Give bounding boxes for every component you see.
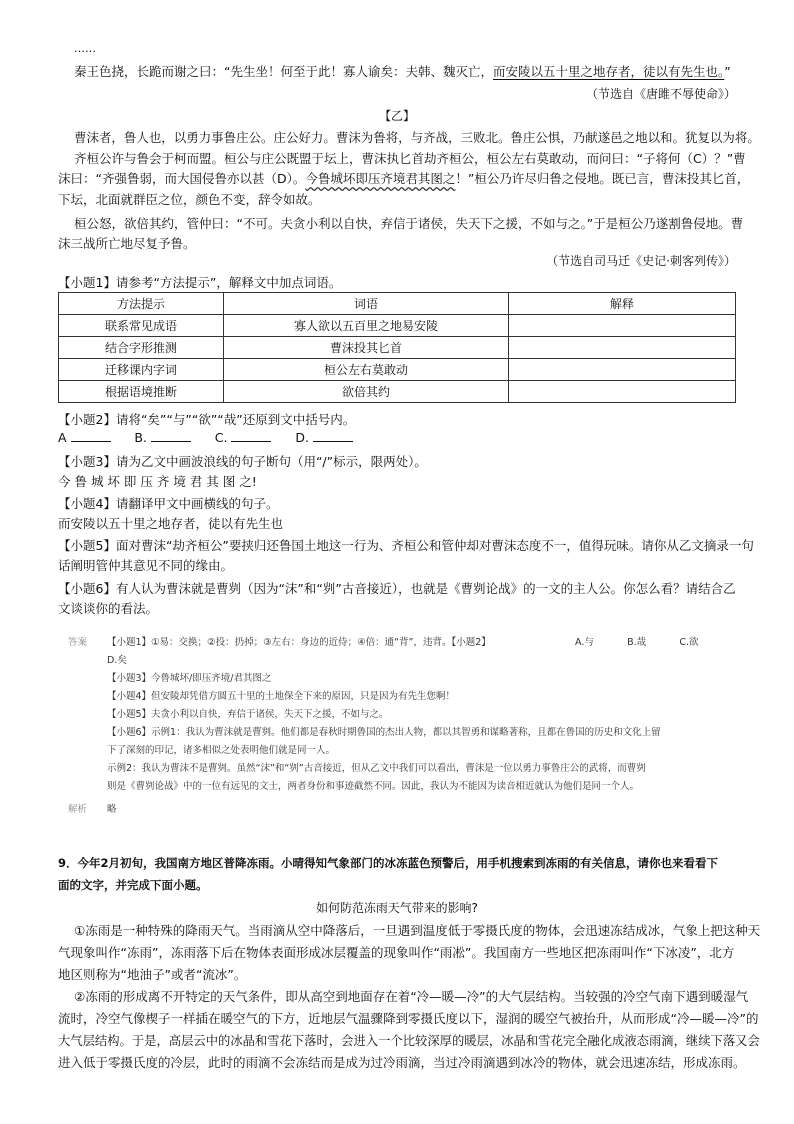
question-9-line-1: 9．今年2月初旬，我国南方地区普降冻雨。小晴得知气象部门的冰冻蓝色预警后，用手机搜索到冻雨的有关信息，请你也来看看下 xyxy=(58,856,718,870)
yi-paragraph-3-line-1: 桓公怒，欲倍其约，管仲曰：“不可。夫贪小利以自快，弃信于诸侯，失天下之援，不如与之。”于是桓公乃遂割鲁侵地。曹 xyxy=(74,216,744,231)
table-row xyxy=(59,315,736,337)
article-p2-line-1: ②冻雨的形成离不开特定的天气条件，即从高空到地面存在着“冷—暖—冷”的大气层结构。当较强的冷空气南下遇到暖湿气 xyxy=(74,989,749,1004)
table-header: 词语 xyxy=(224,293,509,315)
yi-heading: 【乙】 xyxy=(379,109,415,123)
answer-1: 【小题1】①易：交换；②投：扔掉；③左右：身边的近侍；④倍：通“背”，违背。【小题2】 xyxy=(107,637,491,648)
answer-4: 【小题4】但安陵却凭借方圆五十里的土地保全下来的原因，只是因为有先生您啊！ xyxy=(107,691,456,702)
table-row xyxy=(59,337,736,359)
answer-6-line-2: 下了深刻的印记，诸多相似之处表明他们就是同一人。 xyxy=(107,745,336,756)
article-p1-line-2: 气现象叫作“冻雨”，冻雨落下后在物体表面形成冰层覆盖的现象叫作“雨凇”。我国南方一些地区把冻雨叫作“下冰凌”，北方 xyxy=(58,945,735,960)
answer-label: 答案 xyxy=(68,637,88,648)
table-row xyxy=(59,359,736,381)
yi-paragraph-1: 曹沫者，鲁人也，以勇力事鲁庄公。庄公好力。曹沫为鲁将，与齐战，三败北。鲁庄公惧，乃献遂邑之地以和。犹复以为将。 xyxy=(74,130,760,145)
yi-paragraph-2-line-1: 齐桓公许与鲁会于柯而盟。桓公与庄公既盟于坛上，曹沫执匕首劫齐桓公，桓公左右莫敢动，而问曰：“子将何（C）？”曹 xyxy=(74,151,746,166)
jia-underlined-sentence: 而安陵以五十里之地存者，徒以有先生也。 xyxy=(492,64,725,79)
answer-6-line-1: 【小题6】示例1：我认为曹沫就是曹刿。他们都是春秋时期鲁国的杰出人物，都以其智勇和谋略著称，且都在鲁国的历史和文化上留 xyxy=(107,727,661,738)
answer-6-line-4: 则是《曹刿论战》中的一位有远见的文士，两者身份和事迹截然不同。因此，我认为不能因为读音相近就认为他们是同一个人。 xyxy=(107,781,640,792)
blank-b[interactable] xyxy=(151,430,191,442)
answer-cell[interactable] xyxy=(509,337,736,359)
article-p1-line-1: ①冻雨是一种特殊的降雨天气。当雨滴从空中降落后，一旦遇到温度低于零摄氏度的物体，会迅速冻结成冰，气象上把这种天 xyxy=(74,923,761,938)
answer-cell[interactable] xyxy=(509,315,736,337)
question-5-line-1: 【小题5】面对曹沫“劫齐桓公”要挟归还鲁国土地这一行为、齐桓公和管仲却对曹沫态度不一，值得玩味。请你从乙文摘录一句 xyxy=(58,538,754,553)
question-9-line-2: 面的文字，并完成下面小题。 xyxy=(58,878,208,892)
question-2-blanks: A B. C. D. xyxy=(58,430,353,445)
question-1: 【小题1】请参考“方法提示”，解释文中加点词语。 xyxy=(58,275,342,290)
question-6-line-2: 文谈谈你的看法。 xyxy=(58,601,159,616)
table-cell: 曹沫投其匕首 xyxy=(224,337,509,359)
vocab-table xyxy=(58,292,736,403)
answer-cell[interactable] xyxy=(509,381,736,403)
yi-paragraph-2-line-2: 沫曰：“齐强鲁弱，而大国侵鲁亦以甚（D）。今鲁城坏即压齐境君其图之！”桓公乃许尽归鲁之侵地。既已言，曹沫投其匕首， xyxy=(58,171,750,186)
answer-3: 【小题3】今鲁城坏/即压齐境/君其图之 xyxy=(107,673,272,684)
jia-final-paragraph: 秦王色挠，长跪而谢之曰：“先生坐！何至于此！寡人谕矣：夫韩、魏灭亡，而安陵以五十里之地存者，徒以有先生也。” xyxy=(74,64,731,79)
question-4: 【小题4】请翻译甲文中画横线的句子。 xyxy=(58,496,279,511)
table-cell: 结合字形推测 xyxy=(59,337,224,359)
table-header: 方法提示 xyxy=(59,293,224,315)
table-header-row xyxy=(59,293,736,315)
article-p1-line-3: 地区则称为“地油子”或者“流冰”。 xyxy=(58,967,247,982)
table-header: 解释 xyxy=(509,293,736,315)
answer-cell[interactable] xyxy=(509,359,736,381)
yi-wavy-sentence: 今鲁城坏即压齐境君其图之 xyxy=(305,171,456,186)
article-title: 如何防范冻雨天气带来的影响? xyxy=(316,901,478,915)
table-cell: 联系常见成语 xyxy=(59,315,224,337)
blank-a[interactable] xyxy=(71,430,111,442)
article-p2-line-2: 流时，冷空气像楔子一样插在暖空气的下方，近地层气温骤降到零摄氏度以下，湿润的暖空气被抬升，从而形成“冷—暖—冷”的 xyxy=(58,1011,759,1026)
ellipsis: …… xyxy=(74,42,96,55)
analysis-text: 略 xyxy=(107,804,117,815)
analysis-label: 解析 xyxy=(68,804,88,815)
answer-2-options: A.与 B.哉 C.欲 xyxy=(575,637,699,648)
yi-source: （节选自司马迁《史记·刺客列传》） xyxy=(546,254,736,268)
question-6-line-1: 【小题6】有人认为曹沫就是曹刿（因为“沫”和“刿”古音接近），也就是《曹刿论战》的一文的主人公。你怎么看？请结合乙 xyxy=(58,581,736,596)
yi-paragraph-3-line-2: 沫三战所亡地尽复予鲁。 xyxy=(58,236,196,251)
question-3: 【小题3】请为乙文中画波浪线的句子断句（用“/”标示，限两处）。 xyxy=(58,454,427,469)
answer-5: 【小题5】夫贪小利以自快，弃信于诸侯，失天下之援，不如与之。 xyxy=(107,709,389,720)
article-p2-line-3: 大气层结构。于是，高层云中的冰晶和雪花下落时，会进入一个比较深厚的暖层，冰晶和雪花完全融化成液态雨滴，继续下落又会 xyxy=(58,1034,760,1048)
table-row xyxy=(59,381,736,403)
article-p2-line-4: 进入低于零摄氏度的冷层，此时的雨滴不会冻结而是成为过冷雨滴，当过冷雨滴遇到冰冷的物体，就会迅速冻结，形成冻雨。 xyxy=(58,1055,746,1070)
answer-6-line-3: 示例2：我认为曹沫不是曹刿。虽然“沫”和“刿”古音接近，但从乙文中我们可以看出，曹沫是一位以勇力事鲁庄公的武将，而曹刿 xyxy=(107,763,646,774)
question-3-sentence: 今 鲁 城 坏 即 压 齐 境 君 其 图 之! xyxy=(58,474,257,489)
table-cell: 欲倍其约 xyxy=(224,381,509,403)
table-cell: 寡人欲以五百里之地易安陵 xyxy=(224,315,509,337)
table-cell: 根据语境推断 xyxy=(59,381,224,403)
table-cell: 迁移课内字词 xyxy=(59,359,224,381)
blank-d[interactable] xyxy=(313,430,353,442)
blank-c[interactable] xyxy=(231,430,271,442)
table-cell: 桓公左右莫敢动 xyxy=(224,359,509,381)
question-2: 【小题2】请将“矣”“与”“欲”“哉”还原到文中括号内。 xyxy=(58,412,356,427)
question-5-line-2: 话阐明管仲其意见不同的缘由。 xyxy=(58,558,234,573)
question-4-sentence: 而安陵以五十里之地存者，徒以有先生也 xyxy=(58,516,284,531)
answer-2-d: D.矣 xyxy=(107,655,127,666)
yi-paragraph-2-line-3: 下坛，北面就群臣之位，颜色不变，辞令如故。 xyxy=(58,192,321,207)
jia-source: （节选自《唐雎不辱使命》） xyxy=(585,87,736,101)
